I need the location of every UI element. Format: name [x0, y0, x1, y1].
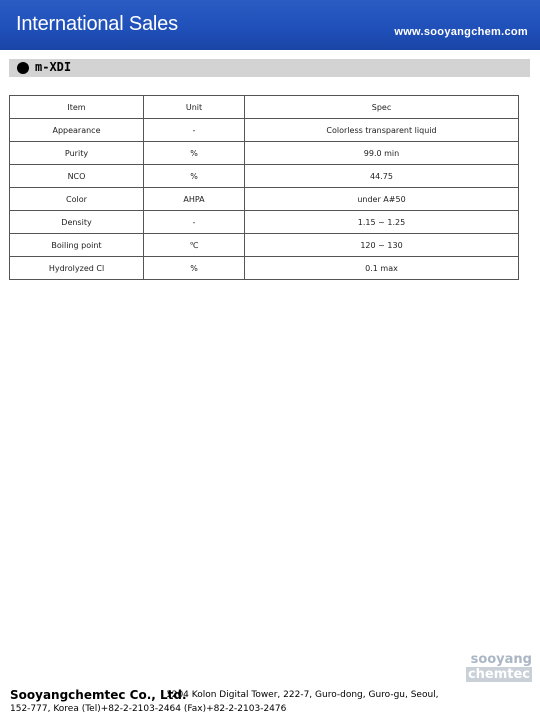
cell-item: Boiling point: [10, 234, 144, 257]
cell-unit: AHPA: [144, 188, 245, 211]
spec-table: [9, 95, 519, 280]
cell-spec: 120 ~ 130: [245, 234, 519, 257]
table-row: [10, 142, 519, 165]
cell-item: Purity: [10, 142, 144, 165]
table-row: [10, 188, 519, 211]
company-contact: 152-777, Korea (Tel)+82-2-2103-2464 (Fax)+82-2-2103-2476: [10, 704, 287, 714]
cell-unit: %: [144, 257, 245, 280]
cell-spec: 99.0 min: [245, 142, 519, 165]
header-banner: [0, 0, 540, 50]
cell-spec: Colorless transparent liquid: [245, 119, 519, 142]
header-item: Item: [10, 96, 144, 119]
company-logo: [466, 652, 532, 682]
cell-spec: under A#50: [245, 188, 519, 211]
table-row: [10, 211, 519, 234]
cell-item: Color: [10, 188, 144, 211]
company-address: 1204 Kolon Digital Tower, 222-7, Guro-dong, Guro-gu, Seoul,: [166, 690, 439, 700]
cell-unit: %: [144, 142, 245, 165]
cell-spec: 44.75: [245, 165, 519, 188]
cell-item: NCO: [10, 165, 144, 188]
bullet-icon: [17, 62, 29, 74]
table-header-row: [10, 96, 519, 119]
section-title: m-XDI: [35, 60, 72, 74]
table-row: [10, 119, 519, 142]
table-row: [10, 165, 519, 188]
logo-line-1: sooyang: [470, 652, 532, 667]
cell-spec: 1.15 ~ 1.25: [245, 211, 519, 234]
cell-unit: -: [144, 211, 245, 234]
header-title: International Sales: [16, 13, 178, 35]
website-url[interactable]: www.sooyangchem.com: [394, 26, 528, 38]
cell-item: Appearance: [10, 119, 144, 142]
section-bar: [9, 59, 530, 77]
cell-spec: 0.1 max: [245, 257, 519, 280]
table-row: [10, 234, 519, 257]
logo-line-2: chemtec: [467, 667, 530, 682]
header-spec: Spec: [245, 96, 519, 119]
cell-item: Hydrolyzed Cl: [10, 257, 144, 280]
company-name: Sooyangchemtec Co., Ltd.: [10, 688, 187, 702]
table-row: [10, 257, 519, 280]
header-unit: Unit: [144, 96, 245, 119]
cell-unit: -: [144, 119, 245, 142]
cell-item: Density: [10, 211, 144, 234]
cell-unit: ℃: [144, 234, 245, 257]
cell-unit: %: [144, 165, 245, 188]
